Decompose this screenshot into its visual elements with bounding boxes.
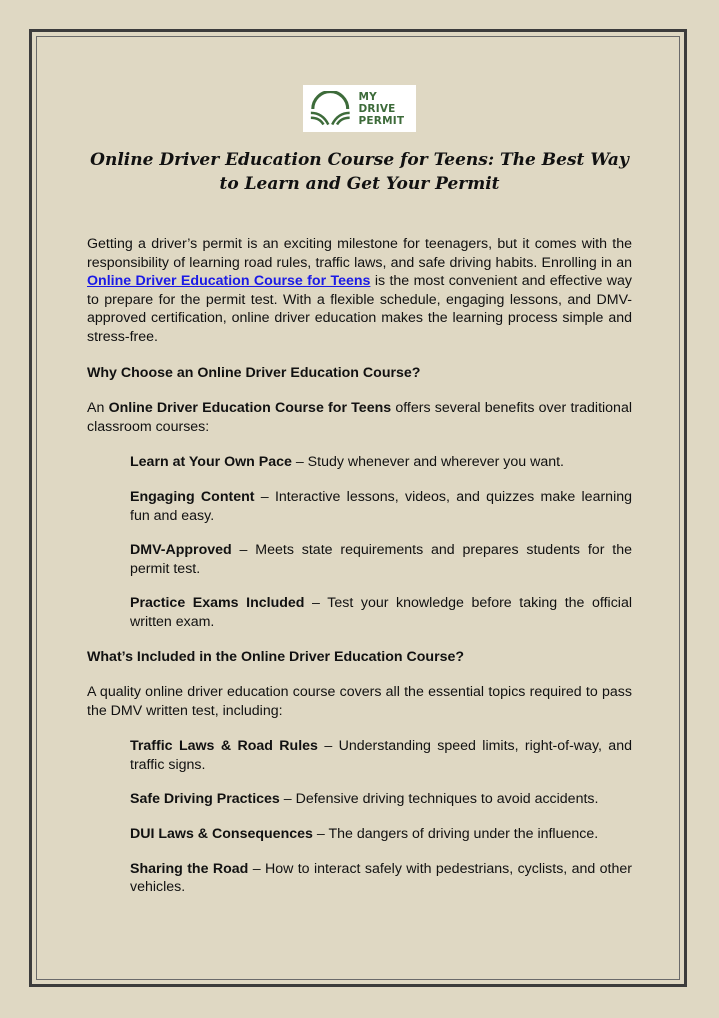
topic-desc: – Defensive driving techniques to avoid accidents. (279, 791, 599, 808)
benefit-item (130, 488, 632, 525)
topic-term: Traffic Laws & Road Rules (130, 738, 318, 755)
document-title: Online Driver Education Course for Teens: The Best Way to Learn and Get Your Permit (90, 150, 629, 194)
why-intro-suffix: offers several benefits over traditional classroom courses: (87, 400, 632, 435)
topic-desc: – The dangers of driving under the influence. (312, 826, 599, 843)
benefit-term: DMV-Approved (130, 542, 232, 559)
intro-text-after: is the most convenient and effective way to prepare for the permit test. With a flexible schedule, engaging lessons, and DMV-approved certification, online driver education makes the learning process simple and stress-free. (87, 273, 632, 345)
why-intro-bold: Online Driver Education Course for Teens (108, 400, 392, 417)
logo-line-2: PERMIT (358, 114, 405, 127)
section-intro-included: A quality online driver education course covers all the essential topics required to pass the DMV written test, including: (87, 684, 632, 719)
topic-desc: – How to interact safely with pedestrians, cyclists, and other vehicles. (130, 860, 632, 896)
logo-wordmark (359, 91, 416, 127)
benefit-desc: – Meets state requirements and prepares students for the permit test. (130, 542, 632, 577)
section-heading-included: What’s Included in the Online Driver Education Course? (87, 648, 465, 665)
topic-item (130, 737, 632, 774)
topic-desc: – Understanding speed limits, right-of-way, and traffic signs. (130, 738, 632, 773)
benefit-desc: – Study whenever and wherever you want. (291, 454, 564, 471)
intro-paragraph (87, 235, 632, 347)
benefit-term: Practice Exams Included (130, 595, 305, 612)
benefit-item (130, 541, 632, 578)
intro-text-before: Getting a driver’s permit is an exciting milestone for teenagers, but it comes with the responsibility of learning road rules, traffic laws, and safe driving habits. Enrolling in an (87, 236, 632, 271)
section-heading-why: Why Choose an Online Driver Education Course? (87, 364, 421, 381)
why-intro-prefix: An (87, 400, 109, 417)
topic-item (130, 860, 632, 897)
benefit-term: Learn at Your Own Pace (130, 454, 292, 471)
benefit-term: Engaging Content (130, 488, 255, 505)
document-body (87, 235, 632, 913)
section-intro-why (87, 399, 632, 436)
course-link[interactable]: Online Driver Education Course for Teens (87, 273, 371, 290)
benefit-item (130, 453, 632, 472)
topic-term: Safe Driving Practices (130, 791, 280, 808)
logo-line-1: MY DRIVE (358, 90, 396, 115)
benefit-item (130, 594, 632, 631)
topic-term: Sharing the Road (130, 860, 249, 877)
benefit-desc: – Interactive lessons, videos, and quizzes make learning fun and easy. (130, 488, 633, 524)
road-field-logo-icon (307, 91, 354, 127)
topic-item (130, 790, 632, 809)
benefit-desc: – Test your knowledge before taking the official written exam. (130, 595, 632, 630)
topic-term: DUI Laws & Consequences (130, 826, 313, 843)
topic-item (130, 825, 632, 844)
brand-logo (303, 85, 416, 132)
